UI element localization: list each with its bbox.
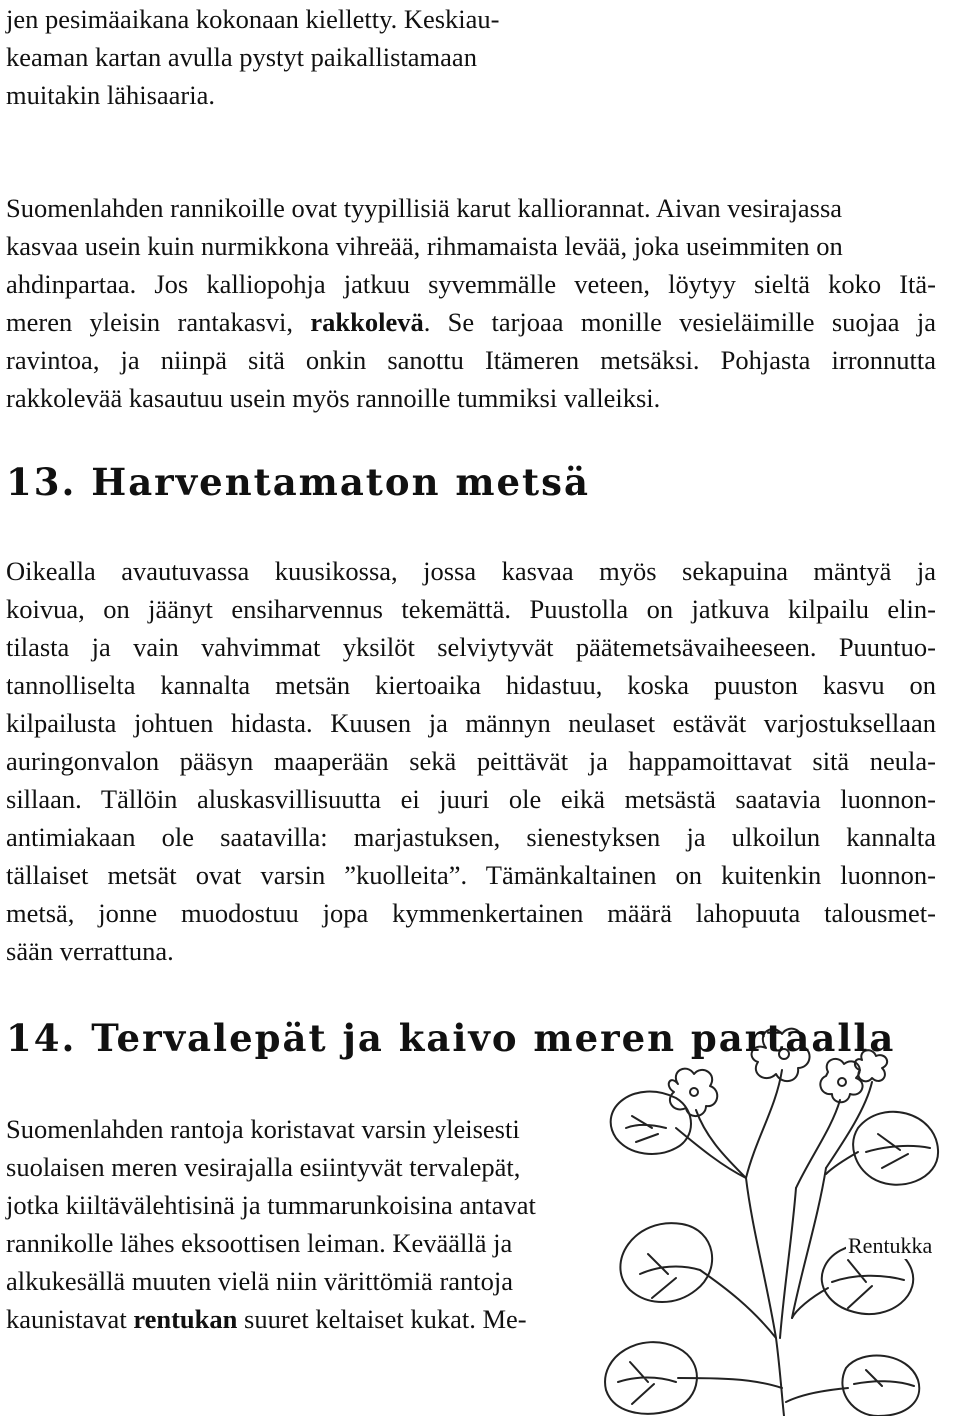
section-13-line: metsä, jonne muodostuu jopa kymmenkertainen määrä lahopuuta talousmet- <box>6 898 936 928</box>
section-13-line: Oikealla avautuvassa kuusikossa, jossa kasvaa myös sekapuina mäntyä ja <box>6 556 936 586</box>
section-13-heading: 13. Harventamaton metsä <box>6 460 590 504</box>
section-14-line: rannikolle lähes eksoottisen leiman. Keväällä ja <box>6 1228 513 1258</box>
coast-line: kasvaa usein kuin nurmikkona vihreää, rihmamaista levää, joka useimmiten on <box>6 231 843 261</box>
intro-line: jen pesimäaikana kokonaan kielletty. Keskiau- <box>6 4 500 34</box>
section-13-line: auringonvalon pääsyn maaperään sekä peittävät ja happamoittavat sitä neula- <box>6 746 936 776</box>
section-14-line: alkukesällä muuten vielä niin värittömiä rantoja <box>6 1266 514 1296</box>
section-13-line: tilasta ja vain vahvimmat yksilöt selviytyvät päätemetsävaiheeseen. Puuntuo- <box>6 632 936 662</box>
coast-line <box>6 307 936 337</box>
leaf-icon <box>611 1092 691 1154</box>
section-13-line: sillaan. Tällöin aluskasvillisuutta ei juuri ole eikä metsästä saatavia luonnon- <box>6 784 936 814</box>
leaf-icon <box>620 1223 712 1302</box>
section-14-line: suolaisen meren vesirajalla esiintyvät tervalepät, <box>6 1152 521 1182</box>
section-13-line: tannolliselta kannalta metsän kiertoaika hidastuu, koska puuston kasvu on <box>6 670 936 700</box>
section-14-line: jotka kiiltävälehtisinä ja tummarunkoisina antavat <box>6 1190 536 1220</box>
section-13-line: antimiakaan ole saatavilla: marjastuksen, sienestyksen ja ulkoilun kannalta <box>6 822 936 852</box>
rentukka-plant-drawing-icon <box>596 1018 960 1416</box>
section-14-text: kaunistavat <box>6 1304 127 1334</box>
section-14-line: Suomenlahden rantoja koristavat varsin yleisesti <box>6 1114 520 1144</box>
section-13-line: kilpailusta johtuen hidasta. Kuusen ja männyn neulaset estävät varjostuksellaan <box>6 708 936 738</box>
section-14-heading: 14. Tervalepät ja kaivo meren partaalla <box>6 1016 896 1060</box>
coast-text: . Se tarjoaa monille vesieläimille suojaa ja <box>423 307 936 337</box>
leaf-icon <box>853 1112 938 1185</box>
coast-line: ahdinpartaa. Jos kalliopohja jatkuu syvemmälle veteen, löytyy sieltä koko Itä- <box>6 269 936 299</box>
figure-caption: Rentukka <box>848 1233 933 1258</box>
intro-line: keaman kartan avulla pystyt paikallistamaan <box>6 42 477 72</box>
rentukka-term: rentukan <box>133 1304 238 1334</box>
section-14-line <box>6 1304 527 1334</box>
flower-icon <box>820 1059 862 1102</box>
flower-icon <box>669 1069 717 1116</box>
section-13-line: sään verrattuna. <box>6 936 174 966</box>
section-14-text: suuret keltaiset kukat. Me- <box>244 1304 527 1334</box>
coast-line: rakkolevää kasautuu usein myös rannoille tummiksi valleiksi. <box>6 383 661 413</box>
section-13-line: koivua, on jäänyt ensiharvennus tekemättä. Puustolla on jatkuva kilpailu elin- <box>6 594 936 624</box>
intro-line: muitakin lähisaaria. <box>6 80 215 110</box>
leaf-icon <box>842 1356 919 1416</box>
coast-line: ravintoa, ja niinpä sitä onkin sanottu Itämeren metsäksi. Pohjasta irronnutta <box>6 345 936 375</box>
section-13-line: tällaiset metsät ovat varsin ”kuolleita”. Tämänkaltainen on kuitenkin luonnon- <box>6 860 936 890</box>
rakkoleva-term: rakkolevä <box>310 307 424 337</box>
coast-line: Suomenlahden rannikoille ovat tyypillisiä karut kalliorannat. Aivan vesirajassa <box>6 193 843 223</box>
coast-text: meren yleisin rantakasvi, <box>6 307 294 337</box>
